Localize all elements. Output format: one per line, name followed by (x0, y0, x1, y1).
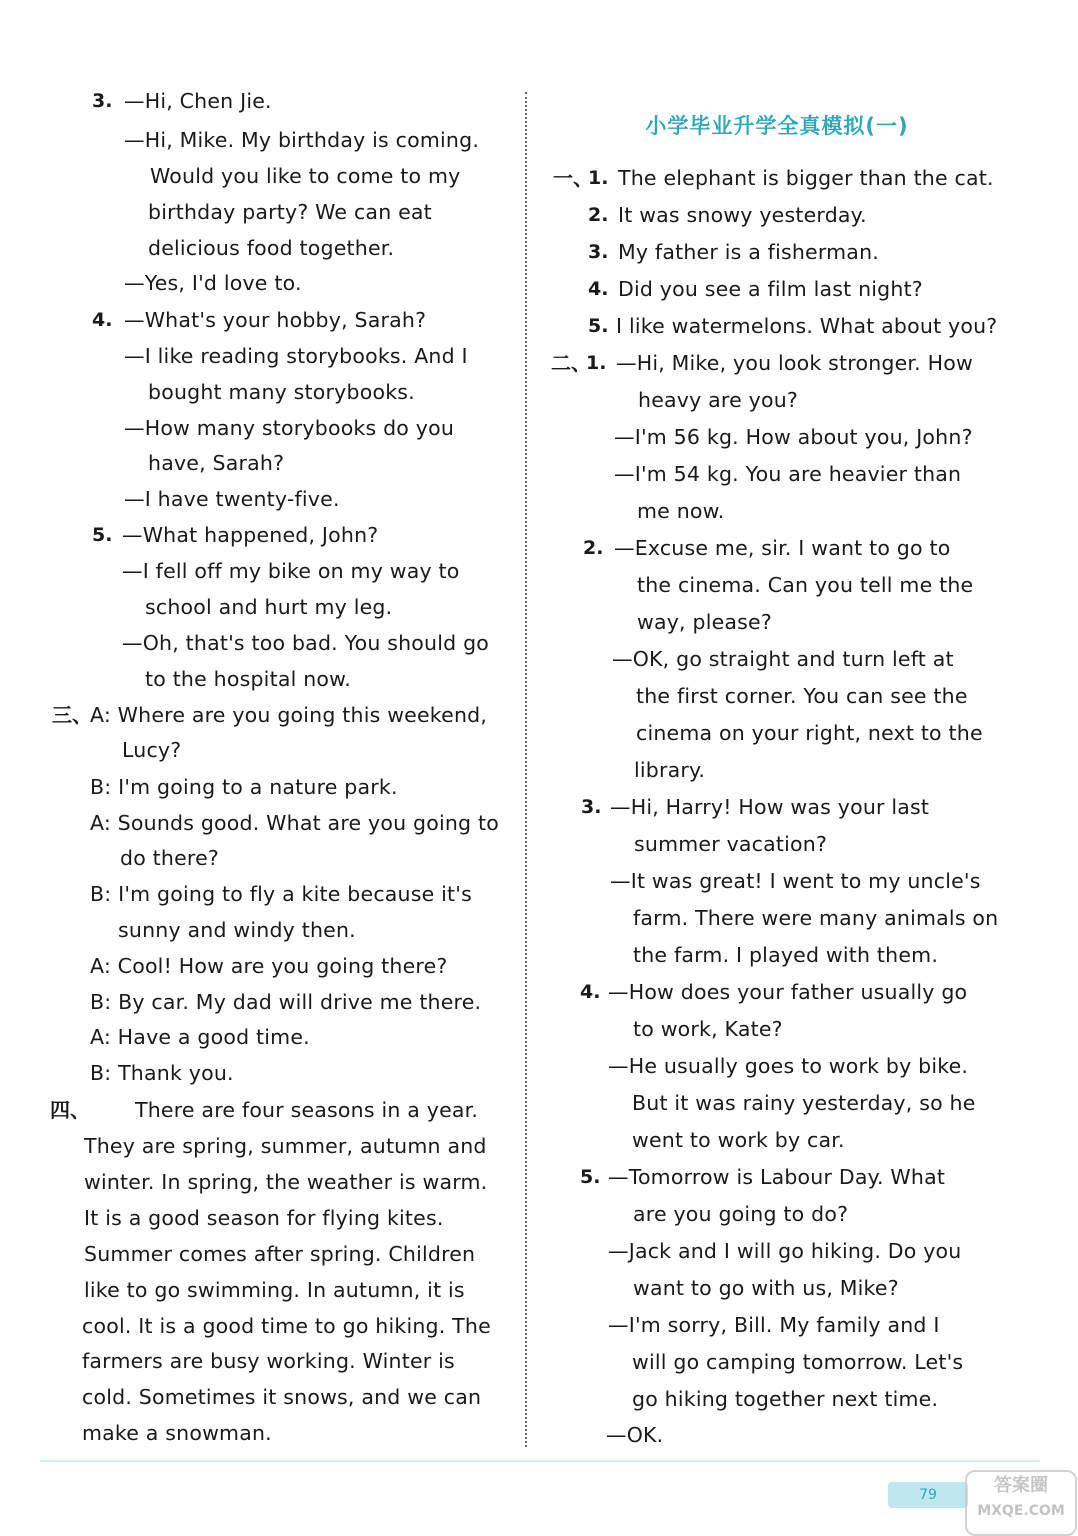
dialogue-line: way, please? (637, 610, 772, 634)
dialogue-line: are you going to do? (633, 1202, 849, 1226)
question-number: 2. (588, 204, 609, 226)
dialogue-line: —OK. (606, 1423, 664, 1447)
question-number: 3. (92, 90, 113, 112)
paragraph-line: like to go swimming. In autumn, it is (84, 1278, 465, 1302)
dialogue-line: will go camping tomorrow. Let's (632, 1350, 964, 1374)
dialogue-line: Lucy? (122, 738, 182, 762)
paragraph-line: They are spring, summer, autumn and (84, 1134, 487, 1158)
dialogue-line: do there? (120, 846, 219, 870)
dialogue-line: the first corner. You can see the (636, 684, 968, 708)
dialogue-line: went to work by car. (632, 1128, 845, 1152)
dialogue-line: to the hospital now. (145, 667, 351, 691)
paragraph-line: cold. Sometimes it snows, and we can (82, 1385, 482, 1409)
dialogue-line: —What happened, John? (122, 523, 379, 547)
dialogue-line (150, 163, 504, 189)
watermark-url: MXQE.COM (977, 1503, 1065, 1519)
question-number: 1. (586, 352, 607, 374)
question-number: 5. (588, 315, 609, 337)
dialogue-line: —It was great! I went to my uncle's (610, 869, 981, 893)
section-title: 小学毕业升学全真模拟(一) (645, 114, 909, 138)
paragraph-line: There are four seasons in a year. (135, 1098, 479, 1122)
dialogue-line: A: Have a good time. (90, 1025, 310, 1049)
paragraph-line: winter. In spring, the weather is warm. (84, 1170, 488, 1194)
dialogue-line: delicious food together. (148, 236, 395, 260)
answer-line: Did you see a film last night? (618, 277, 923, 301)
dialogue-line: —Tomorrow is Labour Day. What (608, 1165, 946, 1189)
question-number: 1. (588, 167, 609, 189)
dialogue-line: library. (634, 758, 706, 782)
question-number: 4. (92, 309, 113, 331)
paragraph-line: farmers are busy working. Winter is (82, 1349, 455, 1373)
question-number: 5. (92, 524, 113, 546)
dialogue-line: —What's your hobby, Sarah? (124, 308, 427, 332)
dialogue-line: —Oh, that's too bad. You should go (122, 631, 490, 655)
question-number: 3. (588, 241, 609, 263)
dialogue-line: A: Cool! How are you going there? (90, 954, 448, 978)
question-number: 2. (583, 537, 604, 559)
dialogue-line: A: Where are you going this weekend, (90, 703, 488, 727)
question-number: 3. (581, 796, 602, 818)
dialogue-text: Would you like to come to my (150, 164, 461, 188)
dialogue-line: B: By car. My dad will drive me there. (90, 990, 482, 1014)
dialogue-line: school and hurt my leg. (145, 595, 393, 619)
question-number: 4. (588, 278, 609, 300)
paragraph-line: cool. It is a good time to go hiking. The (82, 1314, 491, 1338)
page-number: 79 (888, 1482, 968, 1508)
footer-rule (40, 1460, 1040, 1462)
dialogue-line: —I'm 56 kg. How about you, John? (614, 425, 973, 449)
answer-line: I like watermelons. What about you? (616, 314, 998, 338)
answer-line: It was snowy yesterday. (618, 203, 867, 227)
dialogue-line: birthday party? We can eat (148, 200, 432, 224)
dialogue-line: B: Thank you. (90, 1061, 234, 1085)
dialogue-line: have, Sarah? (148, 451, 285, 475)
dialogue-line: heavy are you? (638, 388, 798, 412)
dialogue-line: bought many storybooks. (148, 380, 415, 404)
watermark-text: 答案圈 (994, 1475, 1048, 1496)
dialogue-line: —How many storybooks do you (124, 416, 455, 440)
dialogue-line: —Jack and I will go hiking. Do you (608, 1239, 962, 1263)
dialogue-line: But it was rainy yesterday, so he (632, 1091, 976, 1115)
dialogue-line: B: I'm going to a nature park. (90, 775, 398, 799)
dialogue-line: cinema on your right, next to the (636, 721, 983, 745)
dialogue-line: —I'm 54 kg. You are heavier than (614, 462, 962, 486)
section-label: 三、 (52, 703, 92, 727)
section-label: 四、 (50, 1098, 90, 1122)
paragraph-line: Summer comes after spring. Children (84, 1242, 476, 1266)
dialogue-line: —Hi, Mike. My birthday is coming. (124, 128, 480, 152)
dialogue-line: want to go with us, Mike? (633, 1276, 899, 1300)
dialogue-line: sunny and windy then. (118, 918, 356, 942)
paragraph-line: It is a good season for flying kites. (84, 1206, 444, 1230)
dialogue-line: —OK, go straight and turn left at (612, 647, 954, 671)
answer-line: My father is a fisherman. (618, 240, 879, 264)
dialogue-line: to work, Kate? (633, 1017, 783, 1041)
dialogue-line: —Hi, Harry! How was your last (610, 795, 930, 819)
dialogue-line: —I fell off my bike on my way to (122, 559, 460, 583)
dialogue-line: —How does your father usually go (608, 980, 968, 1004)
dialogue-line: —I'm sorry, Bill. My family and I (608, 1313, 940, 1337)
dialogue-line: —Excuse me, sir. I want to go to (614, 536, 951, 560)
dialogue-line: go hiking together next time. (632, 1387, 939, 1411)
dialogue-line: the farm. I played with them. (633, 943, 939, 967)
answer-line: The elephant is bigger than the cat. (618, 166, 994, 190)
dialogue-line: the cinema. Can you tell me the (637, 573, 974, 597)
question-number: 5. (580, 1166, 601, 1188)
dialogue-line: farm. There were many animals on (633, 906, 999, 930)
dialogue-line: —I like reading storybooks. And I (124, 344, 468, 368)
dialogue-line: —He usually goes to work by bike. (608, 1054, 969, 1078)
section-label: 二、 (551, 351, 591, 375)
dialogue-line: me now. (637, 499, 725, 523)
dialogue-line: summer vacation? (634, 832, 828, 856)
dialogue-line: A: Sounds good. What are you going to (90, 811, 499, 835)
paragraph-line: make a snowman. (82, 1421, 272, 1445)
dialogue-line: —Hi, Mike, you look stronger. How (616, 351, 973, 375)
dialogue-line: —Hi, Chen Jie. (124, 89, 272, 113)
column-divider (525, 92, 527, 1447)
dialogue-line: B: I'm going to fly a kite because it's (90, 882, 473, 906)
section-label: 一、 (553, 166, 593, 190)
watermark-logo (965, 1470, 1077, 1536)
question-number: 4. (580, 981, 601, 1003)
dialogue-line: —I have twenty-five. (124, 487, 340, 511)
dialogue-line: —Yes, I'd love to. (124, 271, 302, 295)
